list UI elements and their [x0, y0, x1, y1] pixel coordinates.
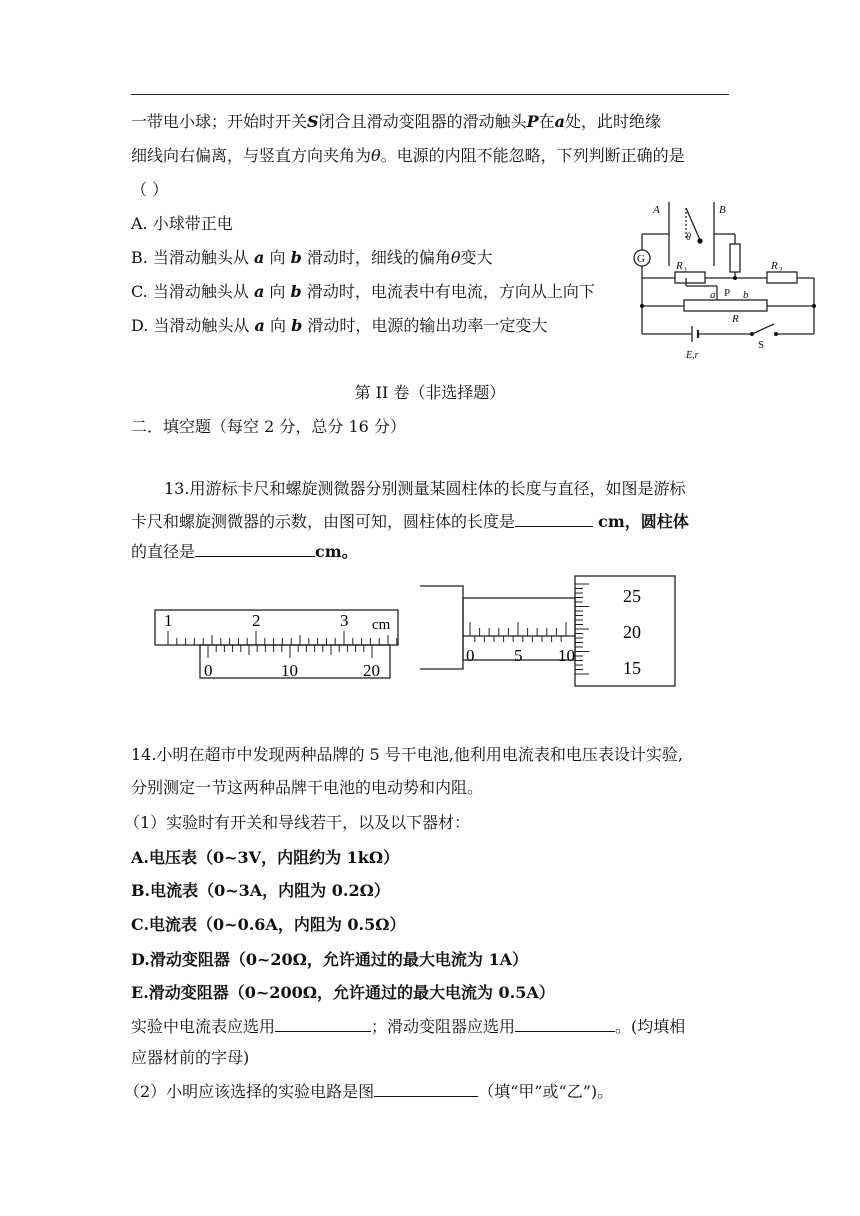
vernier-label: 10 — [281, 661, 298, 680]
q14-fill-line: 实验中电流表应选用 ；滑动变阻器应选用 。(均填相 — [131, 1017, 686, 1036]
main-scale-label: 1 — [164, 611, 173, 630]
label-r1-sub: 1 — [684, 266, 688, 274]
sleeve-label: 5 — [514, 646, 523, 665]
q14-item-c: C.电流表（0~0.6A，内阻为 0.5Ω） — [131, 915, 406, 934]
label-r2: R — [771, 260, 778, 272]
label-switch: S — [758, 339, 765, 351]
q14-rheostat-blank[interactable] — [515, 1015, 615, 1032]
vernier-caliper — [150, 600, 405, 685]
q14-sub2: （2）小明应该选择的实验电路是图 （填“甲”或“乙”)。 — [124, 1082, 614, 1101]
label-p: P — [724, 287, 731, 299]
label-plate-a: A — [653, 204, 660, 216]
thimble-label: 20 — [623, 622, 641, 642]
vernier-label: 0 — [204, 661, 213, 680]
q13-length-blank[interactable] — [515, 510, 593, 527]
q14-item-e: E.滑动变阻器（0~200Ω，允许通过的最大电流为 0.5A） — [131, 983, 555, 1002]
vernier-label: 20 — [363, 661, 380, 680]
micrometer — [418, 574, 680, 689]
q14-line1: 14.小明在超市中发现两种品牌的 5 号干电池,他利用电流表和电压表设计实验, — [131, 745, 683, 764]
thimble-label: 25 — [623, 586, 641, 606]
switch-s — [752, 324, 774, 334]
rheostat — [684, 300, 767, 311]
q14-fill-line2: 应器材前的字母) — [131, 1048, 250, 1067]
q14-ammeter-blank[interactable] — [275, 1015, 371, 1032]
circuit-diagram — [628, 196, 828, 366]
q13-line1: 13.用游标卡尺和螺旋测微器分别测量某圆柱体的长度与直径，如图是游标 — [164, 479, 686, 498]
q13-diameter-blank[interactable] — [195, 540, 315, 557]
q12-option-c: C. 当滑动触头从 a 向 b 滑动时，电流表中有电流，方向从上向下 — [131, 282, 595, 301]
q14-sub1: （1）实验时有开关和导线若干，以及以下器材： — [124, 813, 471, 832]
label-plate-b: B — [719, 204, 726, 216]
q14-circuit-blank[interactable] — [374, 1080, 478, 1097]
label-galvanometer: G — [637, 253, 645, 265]
q12-line1: 一带电小球；开始时开关S闭合且滑动变阻器的滑动触头P在a处，此时绝缘 — [131, 112, 662, 131]
sleeve-label: 10 — [558, 646, 575, 665]
charged-ball — [697, 238, 702, 243]
q13-line3: 的直径是 cm。 — [131, 542, 358, 561]
part2-title: 第 II 卷（非选择题） — [354, 383, 506, 402]
micrometer-frame — [420, 586, 463, 669]
q12-option-b: B. 当滑动触头从 a 向 b 滑动时，细线的偏角θ变大 — [131, 248, 493, 267]
main-scale-label: 3 — [340, 611, 349, 630]
q14-item-d: D.滑动变阻器（0~20Ω，允许通过的最大电流为 1A） — [131, 950, 529, 969]
label-r: R — [732, 313, 739, 325]
section2-heading: 二．填空题（每空 2 分，总分 16 分） — [131, 417, 406, 436]
label-emf: E,r — [686, 350, 699, 361]
label-a: a — [710, 289, 716, 301]
resistor-vertical — [730, 244, 740, 272]
q14-item-a: A.电压表（0~3V，内阻约为 1kΩ） — [131, 848, 400, 867]
q12-answer-paren: （ ） — [131, 180, 169, 199]
label-theta: θ — [686, 232, 691, 243]
label-r1: R — [676, 260, 683, 272]
sleeve-label: 0 — [466, 646, 475, 665]
main-scale-label: 2 — [252, 611, 261, 630]
label-b: b — [743, 289, 749, 301]
resistor-r1 — [675, 272, 705, 283]
q12-line2: 细线向右偏离，与竖直方向夹角为θ。电源的内阻不能忽略，下列判断正确的是 — [131, 146, 685, 165]
header-rule — [131, 94, 729, 95]
q14-line2: 分别测定一节这两种品牌干电池的电动势和内阻。 — [131, 778, 484, 797]
q12-option-a: A. 小球带正电 — [131, 214, 233, 233]
unit-label: cm — [372, 617, 391, 633]
q14-item-b: B.电流表（0~3A，内阻为 0.2Ω） — [131, 881, 390, 900]
label-r2-sub: 2 — [779, 266, 783, 274]
thimble-label: 15 — [623, 658, 641, 678]
q13-line2: 卡尺和螺旋测微器的示数，由图可知，圆柱体的长度是 cm，圆柱体 — [131, 512, 689, 531]
q12-option-d: D. 当滑动触头从 a 向 b 滑动时，电源的输出功率一定变大 — [131, 316, 548, 335]
